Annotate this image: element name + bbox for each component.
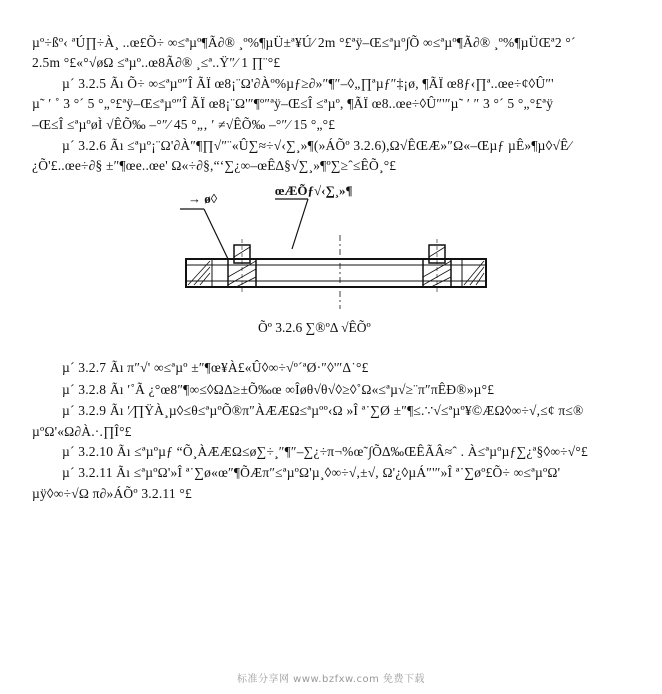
- figure-3-2-6: [180, 177, 500, 317]
- paragraph-line-14: µÿ◊∞÷√Ω π∂»ÁÕº 3.2.11 °£: [32, 486, 192, 501]
- paragraph-line-11: µºΩ'«Ω∂À.·.∏Î°£: [32, 424, 132, 439]
- paragraph-line-4: µ˜ ′ ˚ 3 °´ 5 °„°£ªÿ–Œ≤ªµº″Î ÃÏ œ8¡¨Ω'″¶º″ªÿ–Œ≤Î ≤ªµº, ¶ÃÏ œ8..œe÷◊Û″'″µ˜ ′ ″ 3 °´ 5 °„°£ªÿ: [32, 96, 554, 111]
- paragraph-line-6: µ´ 3.2.6 Ãı ≤ªµº¡¨Ω'∂À″¶∏√″¨«Û∑≈÷√‹∑¸»¶(»ÁÕº 3.2.6),Ω√ÊŒÆ»″Ω«–Œµƒ µÊ»¶µ◊√Ê∕: [62, 138, 572, 153]
- figure-drawing: [180, 177, 500, 317]
- paragraph-line-7: ¿Õ'£..œe÷∂§ ±″¶œe..œe' Ω«÷∂§,“‘∑¿∞–œÊ∆§√∑¸»¶º∑≥ˆ≤ÊÕ¸°£: [32, 158, 397, 173]
- footer-watermark: 标准分享网 www.bzfxw.com 免费下载: [237, 674, 425, 685]
- paragraph-line-9: µ´ 3.2.8 Ãı ′˚Ã ¿°œ8″¶∞≤◊ΩΔ≥±Õ‰œ ∞Îøθ√θ√◊≥◊˚Ω«≤ªµ√≥¨π″πÊÐ®»µ°£: [62, 382, 495, 397]
- paragraph-line-2: 2.5m °£«°√øΩ ≤ªµº..œ8Ã∂® ¸≤ª..Ÿ″∕ 1 ∏¨°£: [32, 55, 281, 70]
- paragraph-line-8: µ´ 3.2.7 Ãı π″√' ∞≤ªµº ±″¶œ¥À£«Û◊∞÷√º´ªØ·″◊'″Δ˙°£: [62, 360, 369, 375]
- paragraph-line-3: µ´ 3.2.5 Ãı Õ÷ ∞≤ªµº″Î ÃÏ œ8¡¨Ω'∂Àº%µƒ≥∂»″¶″–◊„∏ªµƒ″‡¡ø, ¶ÃÏ œ8ƒ‹∏ª..œe÷¢◊Û″': [62, 76, 554, 91]
- paragraph-line-10: µ´ 3.2.9 Ãı ′∕∏ŸÀ¸µ◊≤θ≤ªµºÕ®π″ÀÆÆΩ≤ªµºº‹Ω »Î ª˙∑Ø ±″¶≤.∵√≤ªµº¥©ÆΩ◊∞÷√,≤¢ π≤®: [62, 403, 584, 418]
- figure-label-left: → ø◊: [188, 191, 218, 206]
- paragraph-line-1: µº÷ßº‹ ªÚ∏÷À¸ ..œ£Õ÷ ∞≤ªµº¶Ã∂® ¸º%¶µÜ±ª¥Ú∕ 2m °£ªÿ–Œ≤ªµº∫Õ ∞≤ªµº¶Ã∂® ¸º%¶µÜŒª2 °´: [32, 35, 576, 50]
- figure-caption: Õº 3.2.6 ∑®ºΔ √ÊÕº: [258, 320, 371, 335]
- paragraph-line-5: –Œ≤Î ≤ªµºøÌ √ÊÕ‰ –°″∕ 45 °„‚ ′ ≠√ÊÕ‰ –°″∕ 15 °„°£: [32, 117, 336, 132]
- paragraph-line-13: µ´ 3.2.11 Ãı ≤ªµºΩ'»Î ª˙∑ø«œ″¶ÕÆπ″≤ªµºΩ'µ¸◊∞÷√,±√, Ω'¿◊µÁ″'″»Î ª˙∑øº£Õ÷ ∞≤ªµºΩ': [62, 465, 561, 480]
- paragraph-line-12: µ´ 3.2.10 Ãı ≤ªµºµƒ “Õ¸ÀÆÆΩ≤ø∑÷¸″¶″–∑¿÷π¬%œ˜∫Õ∆‰ŒÊÃÂ≈ˆ . À≤ªµºµƒ∑¿ª§◊∞÷√°£: [62, 444, 588, 459]
- figure-label-top: œÆÕƒ√‹∑¸»¶: [275, 183, 353, 198]
